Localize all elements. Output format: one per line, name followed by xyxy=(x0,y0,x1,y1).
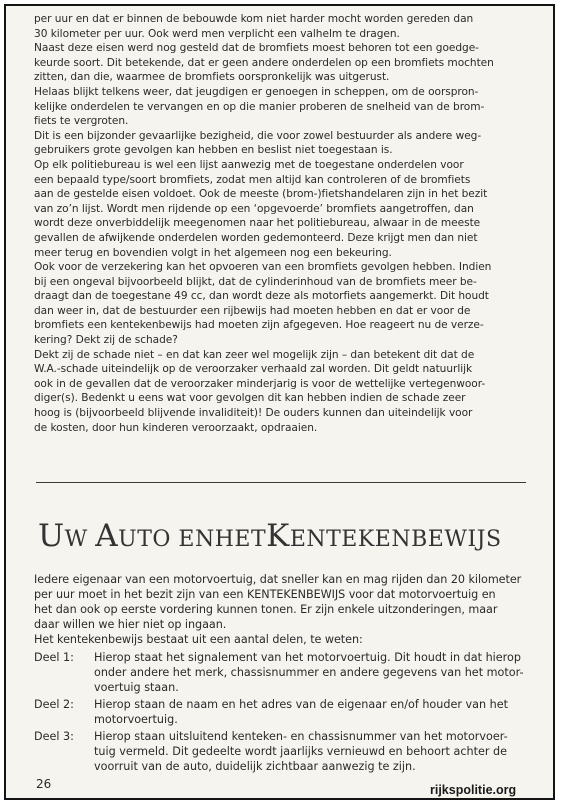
heading-initial: A xyxy=(95,518,119,554)
heading-initial: U xyxy=(38,518,65,554)
heading-word-rest: ENTEKENBEWIJS xyxy=(289,527,502,552)
text-line: ook in de gevallen dat de veroorzaker minderjarig is voor de wettelijke vertegenwoor- xyxy=(34,377,486,390)
text-line: kelijke onderdelen te vervangen en op die manier proberen de snelheid van de brom- xyxy=(34,100,485,113)
text-line: Hierop staan de naam en het adres van de eigenaar en/of houder van het xyxy=(94,698,508,711)
text-line: Dekt zij de schade niet – en dat kan zeer wel mogelijk zijn – dan betekent dit dat de xyxy=(34,348,475,361)
deel-description xyxy=(94,729,534,774)
kentekenbewijs-intro xyxy=(34,572,534,647)
text-line: tuig vermeld. Dit gedeelte wordt jaarlijks vernieuwd en behoort achter de xyxy=(94,745,507,758)
text-line: de kosten, door hun kinderen veroorzaakt, opdraaien. xyxy=(34,421,318,434)
text-line: gebruikers grote gevolgen kan hebben en beslist niet toegestaan is. xyxy=(34,144,393,157)
section-heading xyxy=(38,518,502,554)
text-line: daar willen we hier niet op ingaan. xyxy=(34,618,227,631)
text-line: 30 kilometer per uur. Ook werd men verplicht een valhelm te dragen. xyxy=(34,27,400,40)
deel-list xyxy=(34,650,534,776)
text-line: Op elk politiebureau is wel een lijst aanwezig met de toegestane onderdelen voor xyxy=(34,158,464,171)
text-line: aan de gestelde eisen voldoet. Ook de meeste (brom-)fietshandelaren zijn in het bezit xyxy=(34,188,488,201)
heading-word-rest: UTO xyxy=(118,527,171,552)
page-number: 26 xyxy=(36,777,52,791)
bromfiets-text-block xyxy=(34,12,534,435)
heading-initial: K xyxy=(266,518,290,554)
deel-description xyxy=(94,697,534,727)
text-line: W.A.-schade uiteindelijk op de veroorzaker verhaald zal worden. Dit geldt natuurlijk xyxy=(34,363,473,376)
text-line: voorruit van de auto, duidelijk zichtbaar aanwezig te zijn. xyxy=(94,760,416,773)
text-line: een bepaald type/soort bromfiets, zodat men altijd kan controleren of de bromfiets xyxy=(34,173,471,186)
deel-item xyxy=(34,697,534,727)
heading-word: HET xyxy=(214,527,267,552)
text-line: Iedere eigenaar van een motorvoertuig, dat sneller kan en mag rijden dan 20 kilometer xyxy=(34,573,522,586)
text-line: motorvoertuig. xyxy=(94,713,178,726)
deel-item xyxy=(34,729,534,774)
text-line: bromfiets een kentekenbewijs had moeten zijn afgegeven. Hoe reageert nu de verze- xyxy=(34,319,484,332)
text-line: Dit is een bijzonder gevaarlijke bezigheid, die voor zowel bestuurder als andere weg- xyxy=(34,129,482,142)
deel-label: Deel 2: xyxy=(34,698,74,711)
text-line: kering? Dekt zij de schade? xyxy=(34,334,178,347)
text-line: meer terug en bovendien volgt in het algemeen nog een bekeuring. xyxy=(34,246,392,259)
text-line: voertuig staan. xyxy=(94,681,179,694)
watermark-text: rijkspolitie.org xyxy=(430,783,517,797)
text-line: Helaas blijkt telkens weer, dat jeugdigen er genoegen in scheppen, om de oorspron- xyxy=(34,85,479,98)
text-line: wordt deze onverbiddelijk meegenomen naar het politiebureau, alwaar in de meeste xyxy=(34,217,481,230)
text-line: gevallen de afwijkende onderdelen worden gedemonteerd. Deze krijgt men dan niet xyxy=(34,231,478,244)
text-line: onder andere het merk, chassisnummer en andere gegevens van het motor- xyxy=(94,666,524,679)
text-line: per uur en dat er binnen de bebouwde kom niet harder mocht worden gereden dan xyxy=(34,13,474,25)
text-line: van zo’n lijst. Wordt men rijdende op een ‘opgevoerde’ bromfiets aangetroffen, dan xyxy=(34,202,474,215)
text-line: Ook voor de verzekering kan het opvoeren van een bromfiets gevolgen hebben. Indien xyxy=(34,261,492,274)
section-divider xyxy=(36,482,526,483)
text-line: hoog is (bijvoorbeeld blijvende invaliditeit)! De ouders kunnen dan uiteindelijk voor xyxy=(34,407,473,420)
text-line: bij een ongeval bijvoorbeeld blijkt, dat de cylinderinhoud van de bromfiets meer be- xyxy=(34,275,477,288)
text-line: keurde soort. Dit betekende, dat er geen andere onderdelen op een bromfiets mochten xyxy=(34,56,494,69)
text-line: het dan ook op eerste vordering kunnen tonen. Er zijn enkele uitzonderingen, maar xyxy=(34,603,498,616)
deel-description xyxy=(94,650,534,695)
heading-word-rest: W xyxy=(64,527,88,552)
text-line: Naast deze eisen werd nog gesteld dat de bromfiets moest behoren tot een goedge- xyxy=(34,42,479,55)
text-line: fiets te vergroten. xyxy=(34,115,129,128)
heading-word: EN xyxy=(178,527,215,552)
deel-label: Deel 1: xyxy=(34,651,74,664)
text-line: Hierop staan uitsluitend kenteken- en chassisnummer van het motorvoer- xyxy=(94,730,508,743)
text-line: diger(s). Bedenkt u eens wat voor gevolgen dit kan hebben indien de schade zeer xyxy=(34,392,466,405)
document-page xyxy=(4,4,555,800)
text-line: draagt dan de toegestane 49 cc, dan wordt deze als motorfiets aangemerkt. Dit houdt xyxy=(34,290,489,303)
text-line: Hierop staat het signalement van het motorvoertuig. Dit houdt in dat hierop xyxy=(94,651,521,664)
deel-label: Deel 3: xyxy=(34,730,74,743)
text-line: dan weer in, dat de bestuurder een rijbewijs had moeten hebben en dat er voor de xyxy=(34,304,471,317)
text-line: zitten, dan die, waarmee de bromfiets oorspronkelijk was uitgerust. xyxy=(34,71,390,84)
text-line: per uur moet in het bezit zijn van een KENTEKENBEWIJS voor dat motorvoertuig en xyxy=(34,588,496,601)
text-line: Het kentekenbewijs bestaat uit een aantal delen, te weten: xyxy=(34,633,363,646)
deel-item xyxy=(34,650,534,695)
